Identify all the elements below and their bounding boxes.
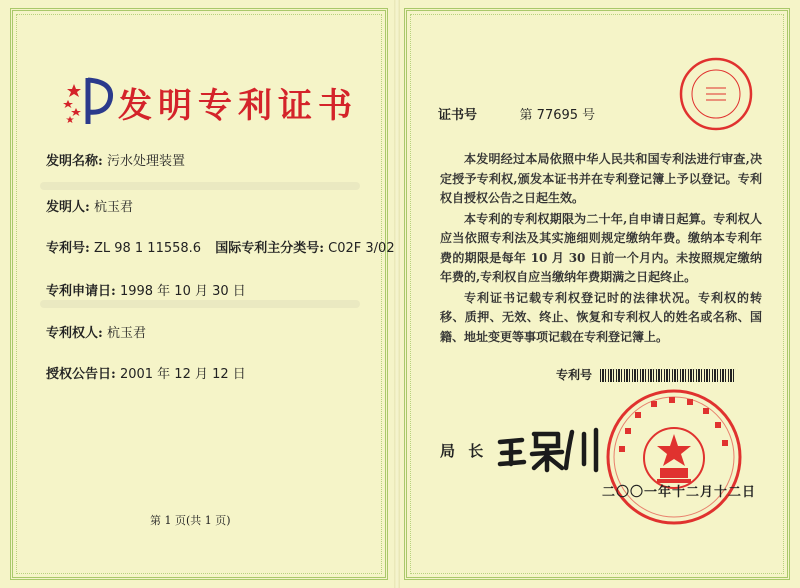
issue-date: 二〇〇一年十二月十二日 [602,485,757,500]
page-count: 第 1 页(共 1 页) [150,514,231,527]
grant-date-value: 2001 年 12 月 12 日 [119,367,246,382]
patent-number-label: 专利号: [46,241,90,256]
ipc-label: 国际专利主分类号: [215,241,325,256]
filing-date-value: 1998 年 10 月 30 日 [119,284,246,299]
filing-date-field [46,280,246,299]
patent-number-field [46,237,395,256]
certificate-title: 发明专利证书 [118,86,358,126]
page-fold [394,0,400,588]
inventor-field [46,196,133,215]
director-label: 局 长 [440,442,488,460]
ipc-value: C02F 3/02 [328,241,395,256]
body-paragraph: 本专利的专利权期限为二十年,自申请日起算。专利权人应当依照专利法及其实施细则规定缴纳年费。缴纳本专利年费的期限是每年 10 月 30 日前一个月内。未按照规定缴纳年费的,专利权自应当缴纳年费期满之日起终止。 [440,211,762,284]
watermark-line [40,182,360,190]
certificate-number-value: 第 77695 号 [519,108,596,123]
watermark-line [40,300,360,308]
body-paragraph: 专利证书记载专利权登记时的法律状况。专利权的转移、质押、无效、终止、恢复和专利权人的姓名或名称、国籍、地址变更等事项记载在专利登记簿上。 [440,290,762,344]
grant-date-field [46,363,246,382]
barcode-icon [600,369,736,382]
patent-barcode-label: 专利号 [556,368,593,382]
invention-name-value: 污水处理装置 [106,154,185,169]
cnipa-logo-icon [62,70,122,130]
certificate-number [438,104,595,123]
inventor-label: 发明人: [46,200,90,215]
inventor-value: 杭玉君 [93,200,133,215]
invention-name-field [46,150,185,169]
patentee-value: 杭玉君 [106,326,146,341]
invention-name-label: 发明名称: [46,154,103,169]
patent-office-stamp [678,56,754,132]
filing-date-label: 专利申请日: [46,284,116,299]
certificate-body [440,150,762,348]
patent-barcode-row [556,366,736,383]
body-paragraph: 本发明经过本局依照中华人民共和国专利法进行审查,决定授予专利权,颁发本证书并在专利登记簿上予以登记。专利权自授权公告之日起生效。 [440,152,762,205]
patentee-field [46,322,146,341]
certificate-number-label: 证书号 [438,108,478,123]
patentee-label: 专利权人: [46,326,103,341]
patent-number-value: ZL 98 1 11558.6 [93,241,202,256]
grant-date-label: 授权公告日: [46,367,116,382]
national-ip-office-seal [605,388,743,526]
director-signature [496,424,606,474]
